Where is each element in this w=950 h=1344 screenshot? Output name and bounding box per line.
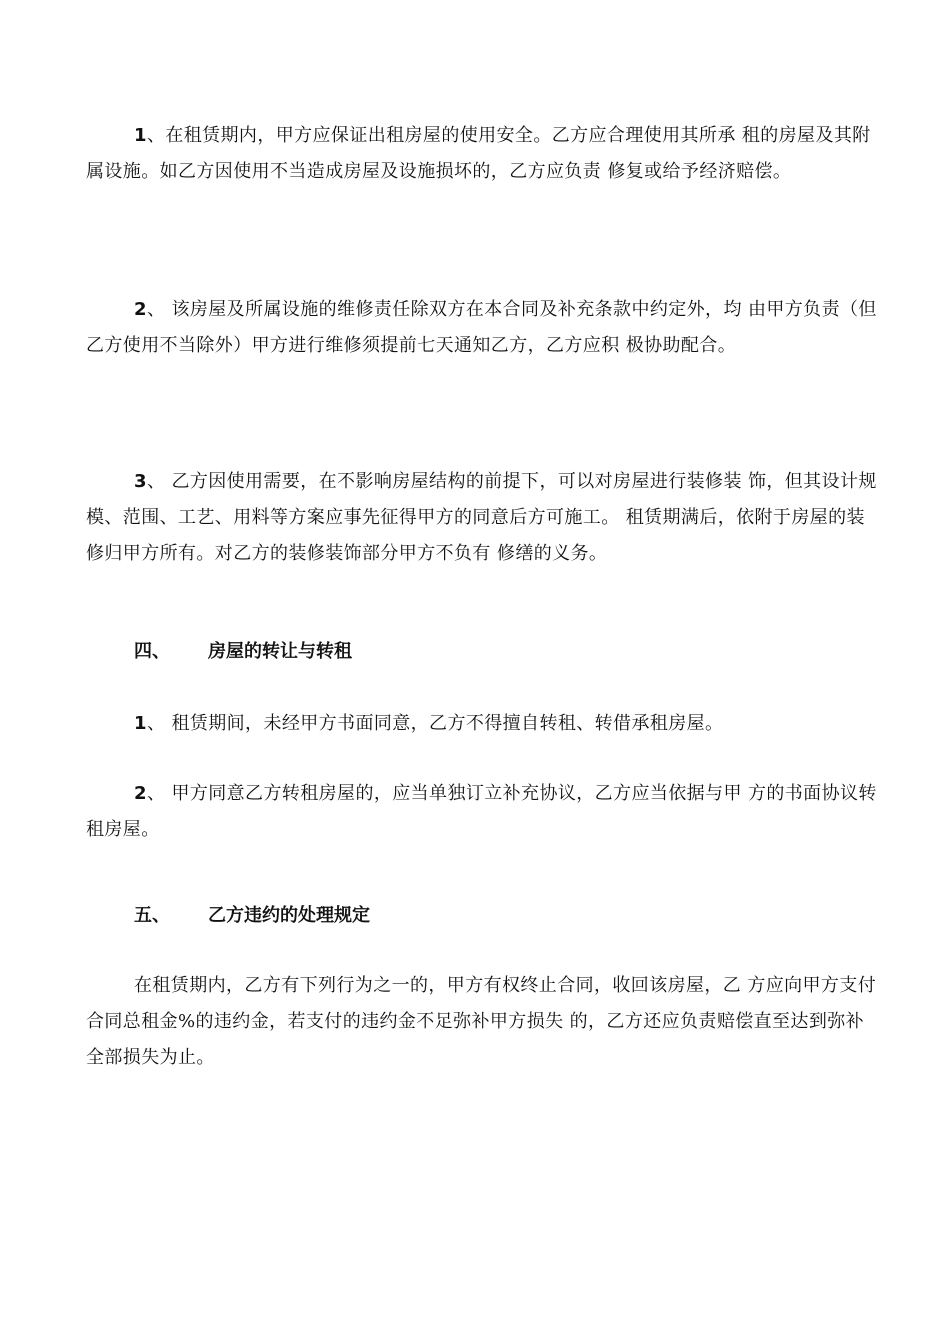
- clause-paragraph-2: [86, 292, 882, 364]
- section-heading-5: [134, 898, 370, 934]
- clause-number: 2: [134, 783, 147, 804]
- clause-paragraph-4-1: [86, 706, 882, 742]
- clause-paragraph-3: [86, 464, 882, 572]
- clause-number: 2: [134, 299, 147, 320]
- clause-text: 、 租赁期间，未经甲方书面同意，乙方不得擅自转租、转借承租房屋。: [146, 713, 724, 734]
- clause-text: 、 乙方因使用需要，在不影响房屋结构的前提下，可以对房屋进行装修装 饰，但其设计规模、范围、工艺、用料等方案应事先征得甲方的同意后方可施工。 租赁期满后，依附于房屋的装修归甲方所有。对乙方的装修装饰部分甲方不负有 修缮的义务。: [86, 471, 877, 564]
- section-title: 乙方违约的处理规定: [208, 905, 370, 926]
- clause-text: 、 该房屋及所属设施的维修责任除双方在本合同及补充条款中约定外，均 由甲方负责（但乙方使用不当除外）甲方进行维修须提前七天通知乙方，乙方应积 极协助配合。: [86, 299, 877, 356]
- section-number: 四、: [134, 641, 170, 662]
- clause-number: 1: [134, 125, 147, 146]
- clause-paragraph-4-2: [86, 776, 882, 848]
- section-heading-4: [134, 634, 352, 670]
- section-number: 五、: [134, 905, 170, 926]
- section-title: 房屋的转让与转租: [208, 641, 352, 662]
- clause-text: 在租赁期内，乙方有下列行为之一的，甲方有权终止合同，收回该房屋，乙 方应向甲方支付合同总租金%的违约金，若支付的违约金不足弥补甲方损失 的，乙方还应负责赔偿直至达到弥补全部损失为止。: [86, 975, 877, 1068]
- clause-paragraph-1: [86, 118, 882, 190]
- clause-number: 1: [134, 713, 147, 734]
- clause-paragraph-5-1: [86, 968, 882, 1076]
- clause-text: 、在租赁期内，甲方应保证出租房屋的使用安全。乙方应合理使用其所承 租的房屋及其附属设施。如乙方因使用不当造成房屋及设施损坏的，乙方应负责 修复或给予经济赔偿。: [86, 125, 871, 182]
- clause-number: 3: [134, 471, 147, 492]
- clause-text: 、 甲方同意乙方转租房屋的，应当单独订立补充协议，乙方应当依据与甲 方的书面协议转租房屋。: [86, 783, 877, 840]
